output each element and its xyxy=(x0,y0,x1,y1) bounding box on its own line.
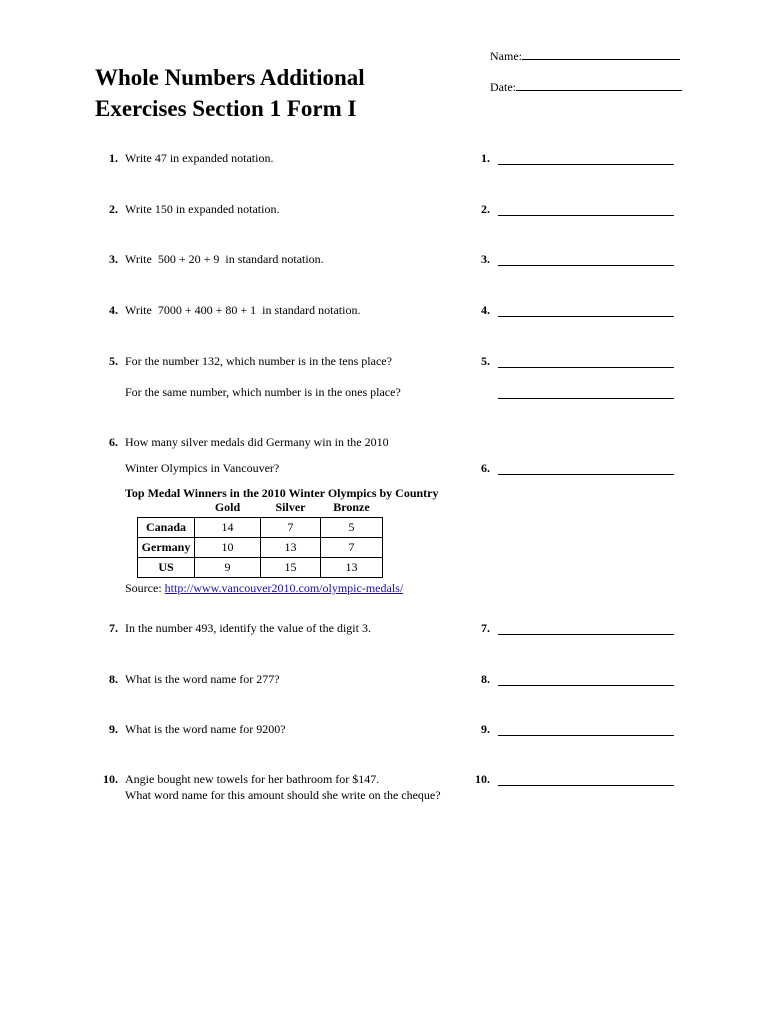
table-cell: 7 xyxy=(321,538,383,558)
question-number: 1. xyxy=(109,151,118,165)
table-cell: 9 xyxy=(195,558,261,578)
table-cell: 15 xyxy=(261,558,321,578)
question-text: Angie bought new towels for her bathroom for $147. xyxy=(125,772,380,786)
source-label: Source: xyxy=(125,581,162,595)
question-text: Write 47 in expanded notation. xyxy=(125,151,274,165)
question-text: Write 150 in expanded notation. xyxy=(125,202,280,216)
table-cell: 14 xyxy=(195,518,261,538)
answer-line[interactable] xyxy=(498,734,674,736)
answer-number: 10. xyxy=(475,772,490,786)
name-line[interactable] xyxy=(522,47,680,60)
table-row xyxy=(138,538,383,558)
source-link[interactable]: http://www.vancouver2010.com/olympic-medals/ xyxy=(164,581,404,595)
question-number: 7. xyxy=(109,621,118,635)
answer-number: 8. xyxy=(481,672,490,686)
question-number: 9. xyxy=(109,722,118,736)
date-line[interactable] xyxy=(516,78,682,91)
row-header: Germany xyxy=(138,538,195,558)
question-text: For the number 132, which number is in the tens place? xyxy=(125,354,392,368)
question-number: 6. xyxy=(109,435,118,449)
answer-number: 3. xyxy=(481,252,490,266)
answer-number: 2. xyxy=(481,202,490,216)
question-text: How many silver medals did Germany win in the 2010 xyxy=(125,435,389,449)
question-text-secondary: Winter Olympics in Vancouver? xyxy=(125,461,280,475)
question-text: What is the word name for 9200? xyxy=(125,722,286,736)
table-corner xyxy=(138,498,195,518)
question-number: 8. xyxy=(109,672,118,686)
medal-table xyxy=(137,498,383,578)
question-text-secondary: For the same number, which number is in the ones place? xyxy=(125,385,401,399)
question-text: Write 500 + 20 + 9 in standard notation. xyxy=(125,252,324,266)
table-cell: 13 xyxy=(321,558,383,578)
column-header-gold: Gold xyxy=(214,500,241,514)
table-header-row xyxy=(138,498,383,518)
answer-line[interactable] xyxy=(498,264,674,266)
answer-number: 9. xyxy=(481,722,490,736)
table-cell: 10 xyxy=(195,538,261,558)
answer-line[interactable] xyxy=(498,784,674,786)
table-cell: 5 xyxy=(321,518,383,538)
answer-line[interactable] xyxy=(498,366,674,368)
row-header: Canada xyxy=(138,518,195,538)
title-line-2: Exercises Section 1 Form I xyxy=(95,96,357,121)
answer-number: 7. xyxy=(481,621,490,635)
column-header-silver: Silver xyxy=(275,500,306,514)
answer-line[interactable] xyxy=(498,684,674,686)
question-text-secondary: What word name for this amount should she write on the cheque? xyxy=(125,788,441,802)
answer-number: 4. xyxy=(481,303,490,317)
row-header: US xyxy=(138,558,195,578)
table-row xyxy=(138,558,383,578)
date-field[interactable] xyxy=(490,78,690,95)
answer-line[interactable] xyxy=(498,214,674,216)
name-field[interactable] xyxy=(490,47,690,64)
answer-line[interactable] xyxy=(498,633,674,635)
answer-number: 5. xyxy=(481,354,490,368)
date-label: Date: xyxy=(490,80,516,94)
question-number: 10. xyxy=(103,772,118,786)
answer-line[interactable] xyxy=(498,315,674,317)
table-source xyxy=(125,581,403,596)
question-number: 3. xyxy=(109,252,118,266)
question-number: 2. xyxy=(109,202,118,216)
answer-line-secondary[interactable] xyxy=(498,397,674,399)
answer-number: 1. xyxy=(481,151,490,165)
page-title xyxy=(95,62,455,124)
question-number: 4. xyxy=(109,303,118,317)
table-cell: 13 xyxy=(261,538,321,558)
question-text: Write 7000 + 400 + 80 + 1 in standard notation. xyxy=(125,303,361,317)
table-title: Top Medal Winners in the 2010 Winter Olympics by Country xyxy=(125,486,439,500)
answer-line[interactable] xyxy=(498,163,674,165)
answer-number: 6. xyxy=(481,461,490,475)
question-number: 5. xyxy=(109,354,118,368)
table-cell: 7 xyxy=(261,518,321,538)
title-line-1: Whole Numbers Additional xyxy=(95,65,365,90)
name-label: Name: xyxy=(490,49,522,63)
table-row xyxy=(138,518,383,538)
question-text: What is the word name for 277? xyxy=(125,672,280,686)
answer-line[interactable] xyxy=(498,473,674,475)
question-text: In the number 493, identify the value of the digit 3. xyxy=(125,621,371,635)
column-header-bronze: Bronze xyxy=(333,500,370,514)
